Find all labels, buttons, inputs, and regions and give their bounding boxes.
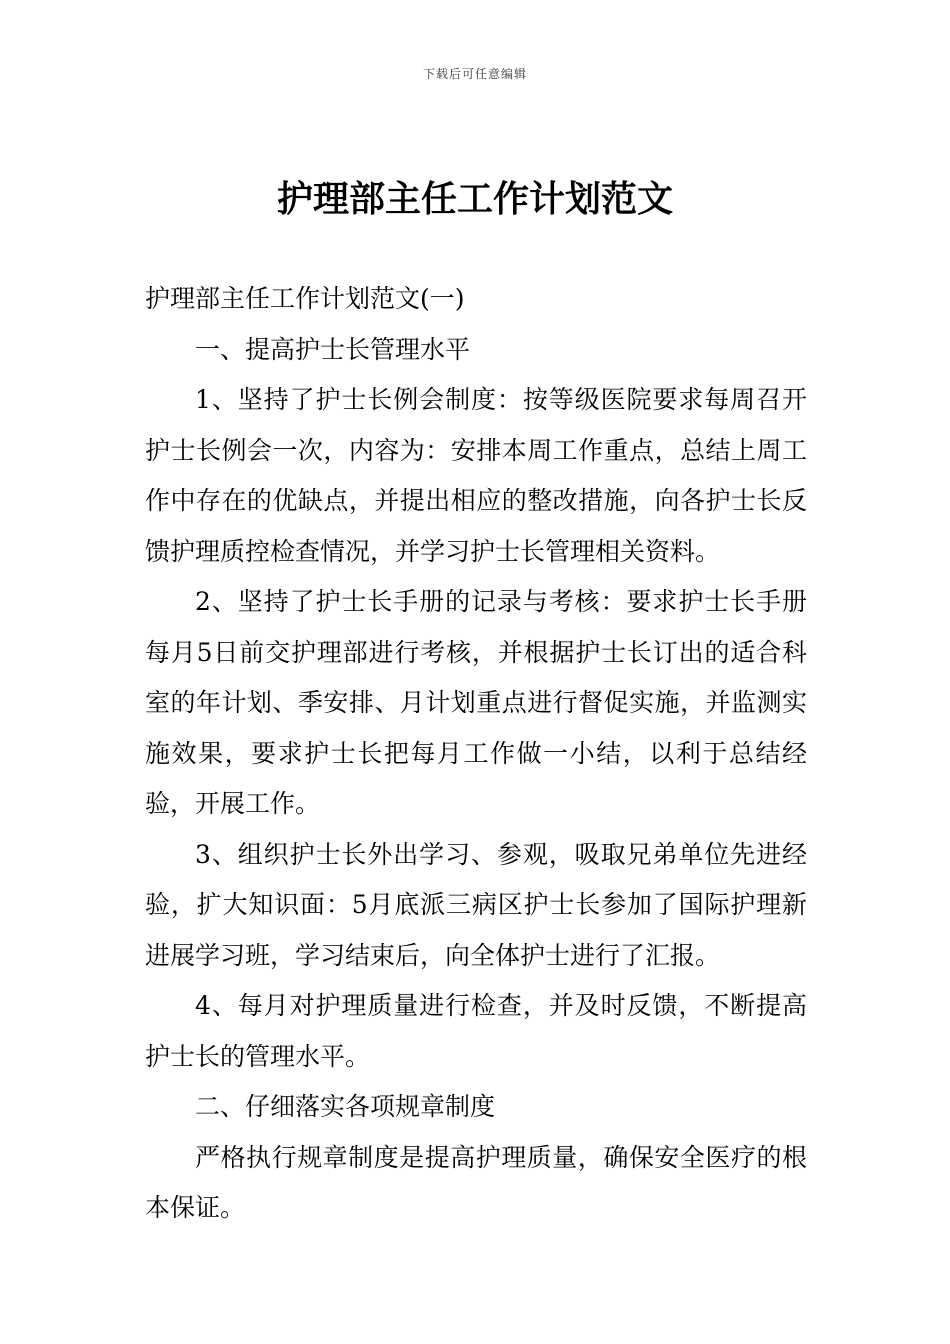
paragraph-item-1: 1、坚持了护士长例会制度：按等级医院要求每周召开护士长例会一次，内容为：安排本周工作重点，总结上周工作中存在的优缺点，并提出相应的整改措施，向各护士长反馈护理质控检查情况，并学习护士长管理相关资料。 [145,385,807,566]
header-note: 下载后可任意编辑 [422,67,527,81]
section-heading-1: 一、提高护士长管理水平 [195,334,471,364]
section-heading-2: 二、仔细落实各项规章制度 [195,1092,496,1121]
document-body [145,274,807,1234]
paragraph-rules: 严格执行规章制度是提高护理质量，确保安全医疗的根本保证。 [145,1142,807,1222]
document-title: 护理部主任工作计划范文 [276,179,673,220]
paragraph-item-2: 2、坚持了护士长手册的记录与考核：要求护士长手册每月5日前交护理部进行考核，并根据护士长订出的适合科室的年计划、季安排、月计划重点进行督促实施，并监测实施效果，要求护士长把每月工作做一小结，以利于总结经验，开展工作。 [145,587,807,818]
section-subtitle: 护理部主任工作计划范文(一) [145,284,465,313]
paragraph-item-3: 3、组织护士长外出学习、参观，吸取兄弟单位先进经验，扩大知识面：5月底派三病区护士长参加了国际护理新进展学习班，学习结束后，向全体护士进行了汇报。 [145,839,807,970]
paragraph-item-4: 4、每月对护理质量进行检查，并及时反馈，不断提高护士长的管理水平。 [145,991,807,1071]
